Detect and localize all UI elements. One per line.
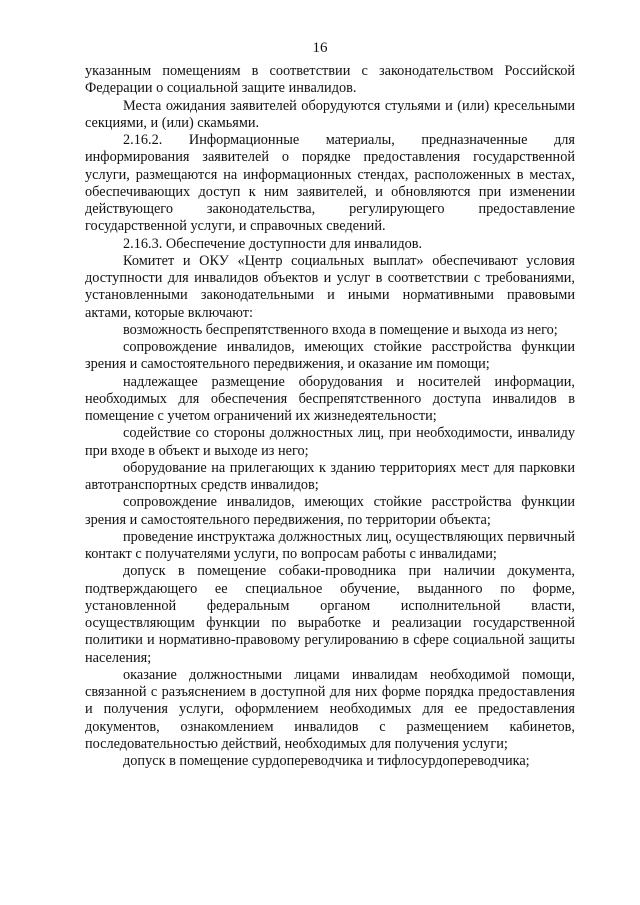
paragraph: сопровождение инвалидов, имеющих стойкие расстройства функции зрения и самостоятельного передвижения, и оказание им помощи; <box>85 339 575 373</box>
page-number: 16 <box>312 40 328 56</box>
paragraph: допуск в помещение сурдопереводчика и тифлосурдопереводчика; <box>123 753 530 769</box>
paragraph: допуск в помещение собаки-проводника при наличии документа, подтверждающего ее специальное обучение, выданного по форме, установленной федеральным органом исполнительной власти, осуществляющим функции по выработке и реализации государственной политики и нормативно-правовому регулированию в сфере социальной защиты населения; <box>85 563 575 666</box>
paragraph: оборудование на прилегающих к зданию территориях мест для парковки автотранспортных средств инвалидов; <box>85 459 575 493</box>
paragraph: указанным помещениям в соответствии с законодательством Российской Федерации о социальной защите инвалидов. <box>85 63 575 97</box>
paragraph: Комитет и ОКУ «Центр социальных выплат» обеспечивают условия доступности для инвалидов объектов и услуг в соответствии с требованиями, установленными законодательными и иными нормативными правовыми актами, которые включают: <box>85 252 575 321</box>
paragraph: 2.16.3. Обеспечение доступности для инвалидов. <box>123 235 423 252</box>
paragraph: возможность беспрепятственного входа в помещение и выхода из него; <box>123 321 558 338</box>
paragraph: проведение инструктажа должностных лиц, осуществляющих первичный контакт с получателями услуги, по вопросам работы с инвалидами; <box>85 528 575 562</box>
paragraph: 2.16.2. Информационные материалы, предназначенные для информирования заявителей о порядке предоставления государственной услуги, размещаются на информационных стендах, расположенных в местах, обеспечивающих доступ к ним заявителей, и обновляются при изменении действующего законодательства, регулирующего предоставление государственной услуги, и справочных сведений. <box>85 132 575 235</box>
paragraph: надлежащее размещение оборудования и носителей информации, необходимых для обеспечения беспрепятственного доступа инвалидов в помещение с учетом ограничений их жизнедеятельности; <box>85 373 575 424</box>
paragraph: оказание должностными лицами инвалидам необходимой помощи, связанной с разъяснением в доступной для них форме порядка предоставления и получения услуги, оформлением необходимых для ее предоставления документов, ознакомлением инвалидов с размещением кабинетов, последовательностью действий, необходимых для получения услуги; <box>85 666 575 752</box>
document-body <box>85 63 575 770</box>
paragraph: содействие со стороны должностных лиц, при необходимости, инвалиду при входе в объект и выходе из него; <box>85 425 575 459</box>
paragraph: Места ожидания заявителей оборудуются стульями и (или) кресельными секциями, и (или) скамьями. <box>85 97 575 131</box>
paragraph: сопровождение инвалидов, имеющих стойкие расстройства функции зрения и самостоятельного передвижения, по территории объекта; <box>85 494 575 528</box>
